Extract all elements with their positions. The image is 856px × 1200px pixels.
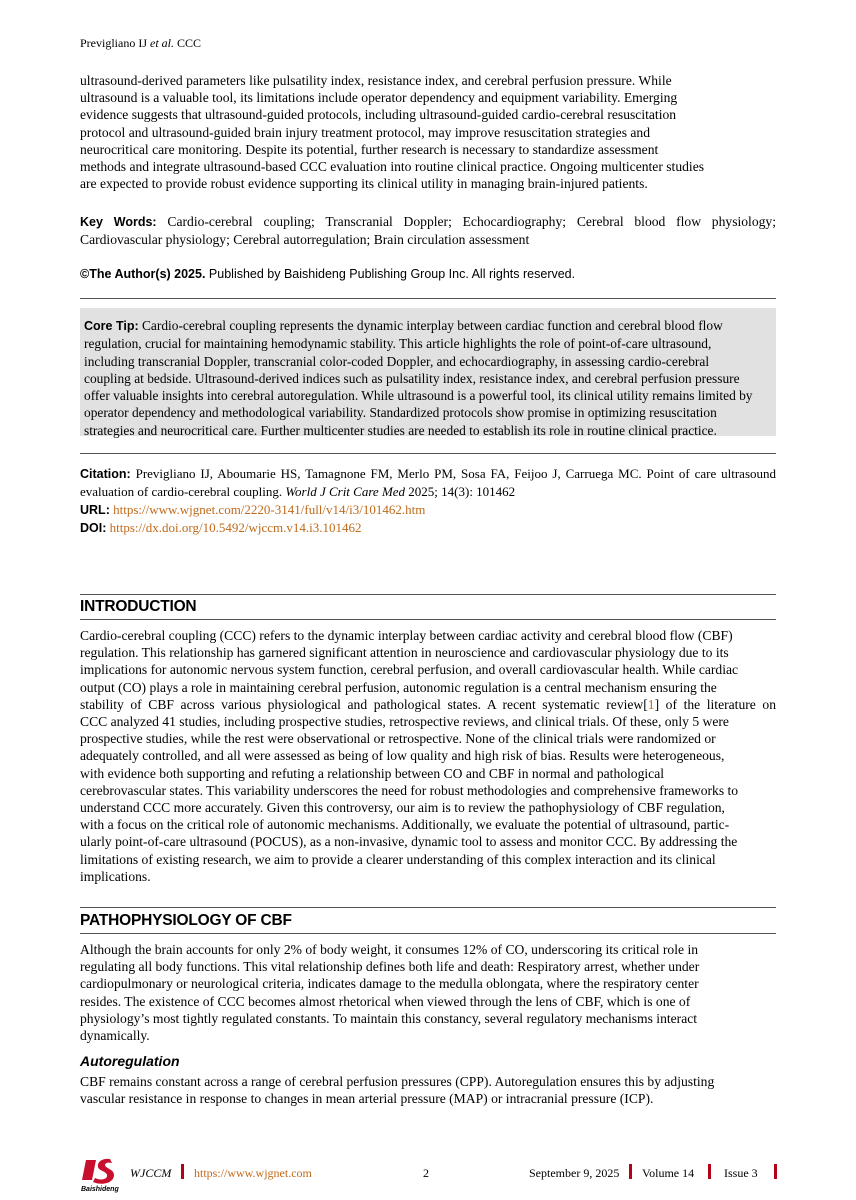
footer-separator (181, 1164, 184, 1179)
footer-volume: Volume 14 (642, 1166, 695, 1180)
intro-line: ularly point-of-care ultrasound (POCUS), as a non-invasive, dynamic tool to assess and monitor CCC. By addressing the (80, 834, 738, 850)
running-head-journal: CCC (177, 36, 202, 50)
core-tip-line: operator dependency and methodological variability. Standardized protocols show promise in optimizing resuscitation (84, 405, 717, 421)
keywords-label: Key Words: (80, 215, 157, 229)
logo-text: Baishideng (81, 1186, 119, 1193)
running-head-etal: et al. (150, 36, 174, 50)
autoregulation-body (80, 1073, 776, 1107)
citation-journal: World J Crit Care Med (285, 484, 406, 499)
footer-separator (708, 1164, 711, 1179)
divider (80, 907, 776, 908)
reference-link-1[interactable]: 1 (647, 696, 655, 712)
keywords-line-1 (80, 213, 776, 231)
footer-separator (629, 1164, 632, 1179)
citation-text-1: Previgliano IJ, Aboumarie HS, Tamagnone FM, Merlo PM, Sosa FA, Feijoo J, Carruega MC. Point of care ultrasound (135, 466, 776, 481)
abstract-tail (80, 72, 776, 192)
patho-line: regulating all body functions. This vital relationship defines both life and death: Respiratory arrest, whether under (80, 959, 700, 975)
running-head (80, 36, 201, 51)
page-number: 2 (423, 1166, 429, 1180)
keywords-text-2: Cardiovascular physiology; Cerebral autorregulation; Brain circulation assessment (80, 232, 530, 247)
intro-line: output (CO) plays a role in maintaining cerebral perfusion, autonomic regulation is a central mechanism ensuring the (80, 679, 717, 695)
pathophysiology-body (80, 941, 776, 1044)
core-tip-line-1: Cardio-cerebral coupling represents the dynamic interplay between cardiac function and cerebral blood flow (142, 318, 723, 333)
divider (80, 619, 776, 620)
intro-line: adequately controlled, and all were assessed as being of low quality and high risk of bias. Results were heterogeneous, (80, 748, 725, 764)
intro-line: prospective studies, while the rest were observational or retrospective. None of the clinical trials were randomized or (80, 731, 716, 747)
citation-url-link[interactable]: https://www.wjgnet.com/2220-3141/full/v14/i3/101462.htm (113, 502, 426, 517)
core-tip-line: offer valuable insights into cerebral autoregulation. While ultrasound is a powerful tool, its clinical utility remains limited by (84, 388, 753, 404)
intro-line: limitations of existing research, we aim to provide a clearer understanding of this complex interaction and its clinical (80, 851, 716, 867)
core-tip-box (80, 308, 776, 436)
copyright (80, 267, 776, 281)
footer-date: September 9, 2025 (529, 1166, 620, 1180)
intro-line: with a focus on the critical role of autonomic mechanisms. Additionally, we evaluate the potential of ultrasound, partic- (80, 817, 730, 833)
introduction-body (80, 627, 776, 885)
abstract-line: methods and integrate ultrasound-based CCC evaluation into routine clinical practice. Ongoing multicenter studies (80, 159, 705, 175)
footer-issue: Issue 3 (724, 1166, 758, 1180)
abstract-line: protocol and ultrasound-guided brain injury treatment protocol, may improve resuscitation strategies and (80, 124, 651, 140)
divider (80, 298, 776, 299)
section-heading-introduction: INTRODUCTION (80, 598, 197, 615)
citation-line-1 (80, 465, 776, 483)
abstract-line: ultrasound is a valuable tool, its limitations include operator dependency and equipment variability. Emerging (80, 90, 678, 106)
core-tip-line: including transcranial Doppler, transcranial color-coded Doppler, and echocardiography, in assessing cardio-cerebral (84, 353, 710, 369)
core-tip-line: strategies and neurocritical care. Further multicenter studies are needed to establish its role in routine clinical practice. (84, 422, 717, 438)
divider (80, 594, 776, 595)
citation-label: Citation: (80, 467, 131, 481)
auto-line: CBF remains constant across a range of cerebral perfusion pressures (CPP). Autoregulation ensures this by adjusting (80, 1074, 715, 1089)
ref-bracket-close: ] of the literature on (654, 696, 776, 712)
intro-line: implications for autonomic nervous system function, cerebral perfusion, and overall cardiovascular health. While cardiac (80, 662, 739, 678)
section-heading-pathophysiology: PATHOPHYSIOLOGY OF CBF (80, 912, 292, 929)
copyright-text: Published by Baishideng Publishing Group Inc. All rights reserved. (208, 267, 576, 281)
intro-line (80, 696, 776, 713)
patho-line: physiology’s most tightly regulated constants. To maintain this constancy, several regulatory mechanisms interact (80, 1010, 698, 1026)
core-tip-line: regulation, crucial for maintaining hemodynamic stability. This article highlights the role of point-of-care ultrasound, (84, 336, 712, 352)
abstract-line: ultrasound-derived parameters like pulsatility index, resistance index, and cerebral perfusion pressure. While (80, 73, 672, 88)
intro-line: regulation. This relationship has garnered significant attention in neuroscience and cardiovascular physiology due to its (80, 645, 729, 661)
divider (80, 933, 776, 934)
citation-line-2 (80, 483, 776, 501)
citation-url-line (80, 501, 776, 519)
citation-text-2: evaluation of cardio-cerebral coupling. (80, 484, 283, 499)
running-head-authors: Previgliano IJ (80, 36, 147, 50)
intro-line: Cardio-cerebral coupling (CCC) refers to the dynamic interplay between cardiac activity and cerebral blood flow (CBF) (80, 628, 733, 643)
keywords-text-1: Cardio-cerebral coupling; Transcranial Doppler; Echocardiography; Cerebral blood flow physiology; (167, 214, 776, 229)
patho-line: resides. The existence of CCC becomes almost rhetorical when viewed through the lens of CBF, which is one of (80, 993, 691, 1009)
footer-journal: WJCCM (130, 1166, 172, 1180)
core-tip-line: coupling at bedside. Ultrasound-derived indices such as pulsatility index, resistance index, and cerebral perfusion pressure (84, 370, 740, 386)
intro-line: implications. (80, 868, 151, 884)
patho-line: Although the brain accounts for only 2% of body weight, it consumes 12% of CO, underscoring its critical role in (80, 942, 699, 957)
core-tip-line (84, 317, 772, 335)
url-label: URL: (80, 503, 110, 517)
subsection-heading-autoregulation: Autoregulation (80, 1053, 180, 1069)
doi-label: DOI: (80, 521, 107, 535)
intro-line-text: stability of CBF across various physiological and pathological states. A recent systematic review (80, 696, 644, 712)
auto-line: vascular resistance in response to changes in mean arterial pressure (MAP) or intracranial pressure (ICP). (80, 1091, 654, 1107)
patho-line: dynamically. (80, 1028, 150, 1044)
intro-line: with evidence both supporting and refuting a relationship between CO and CBF in normal and pathological (80, 765, 665, 781)
footer-url-link[interactable]: https://www.wjgnet.com (194, 1166, 312, 1180)
keywords (80, 213, 776, 249)
patho-line: cardiopulmonary or neurological criteria, indicates damage to the medulla oblongata, where the respiratory center (80, 976, 699, 992)
abstract-line: evidence suggests that ultrasound-guided protocols, including ultrasound-guided cardio-cerebral resuscitation (80, 107, 677, 123)
page-footer (80, 1156, 780, 1196)
divider (80, 453, 776, 454)
citation-doi-line (80, 519, 776, 537)
copyright-bold: ©The Author(s) 2025. (80, 267, 206, 281)
citation-doi-link[interactable]: https://dx.doi.org/10.5492/wjccm.v14.i3.101462 (109, 520, 362, 535)
ref-bracket-open: [ (643, 696, 648, 712)
citation-volume: 2025; 14(3): 101462 (408, 484, 516, 499)
baishideng-logo (80, 1156, 122, 1194)
footer-separator (774, 1164, 777, 1179)
abstract-line: are expected to provide robust evidence supporting its clinical utility in managing brain-injured patients. (80, 176, 648, 192)
abstract-line: neurocritical care monitoring. Despite its potential, further research is necessary to standardize assessment (80, 141, 659, 157)
core-tip-label: Core Tip: (84, 319, 139, 333)
intro-line: understand CCC more accurately. Given this controversy, our aim is to review the pathophysiology of CBF regulation, (80, 800, 725, 816)
citation (80, 465, 776, 537)
intro-line: cerebrovascular states. This variability underscores the need for robust methodologies and comprehensive frameworks to (80, 782, 739, 798)
intro-line: CCC analyzed 41 studies, including prospective studies, retrospective reviews, and clinical trials. Of these, only 5 were (80, 714, 729, 730)
